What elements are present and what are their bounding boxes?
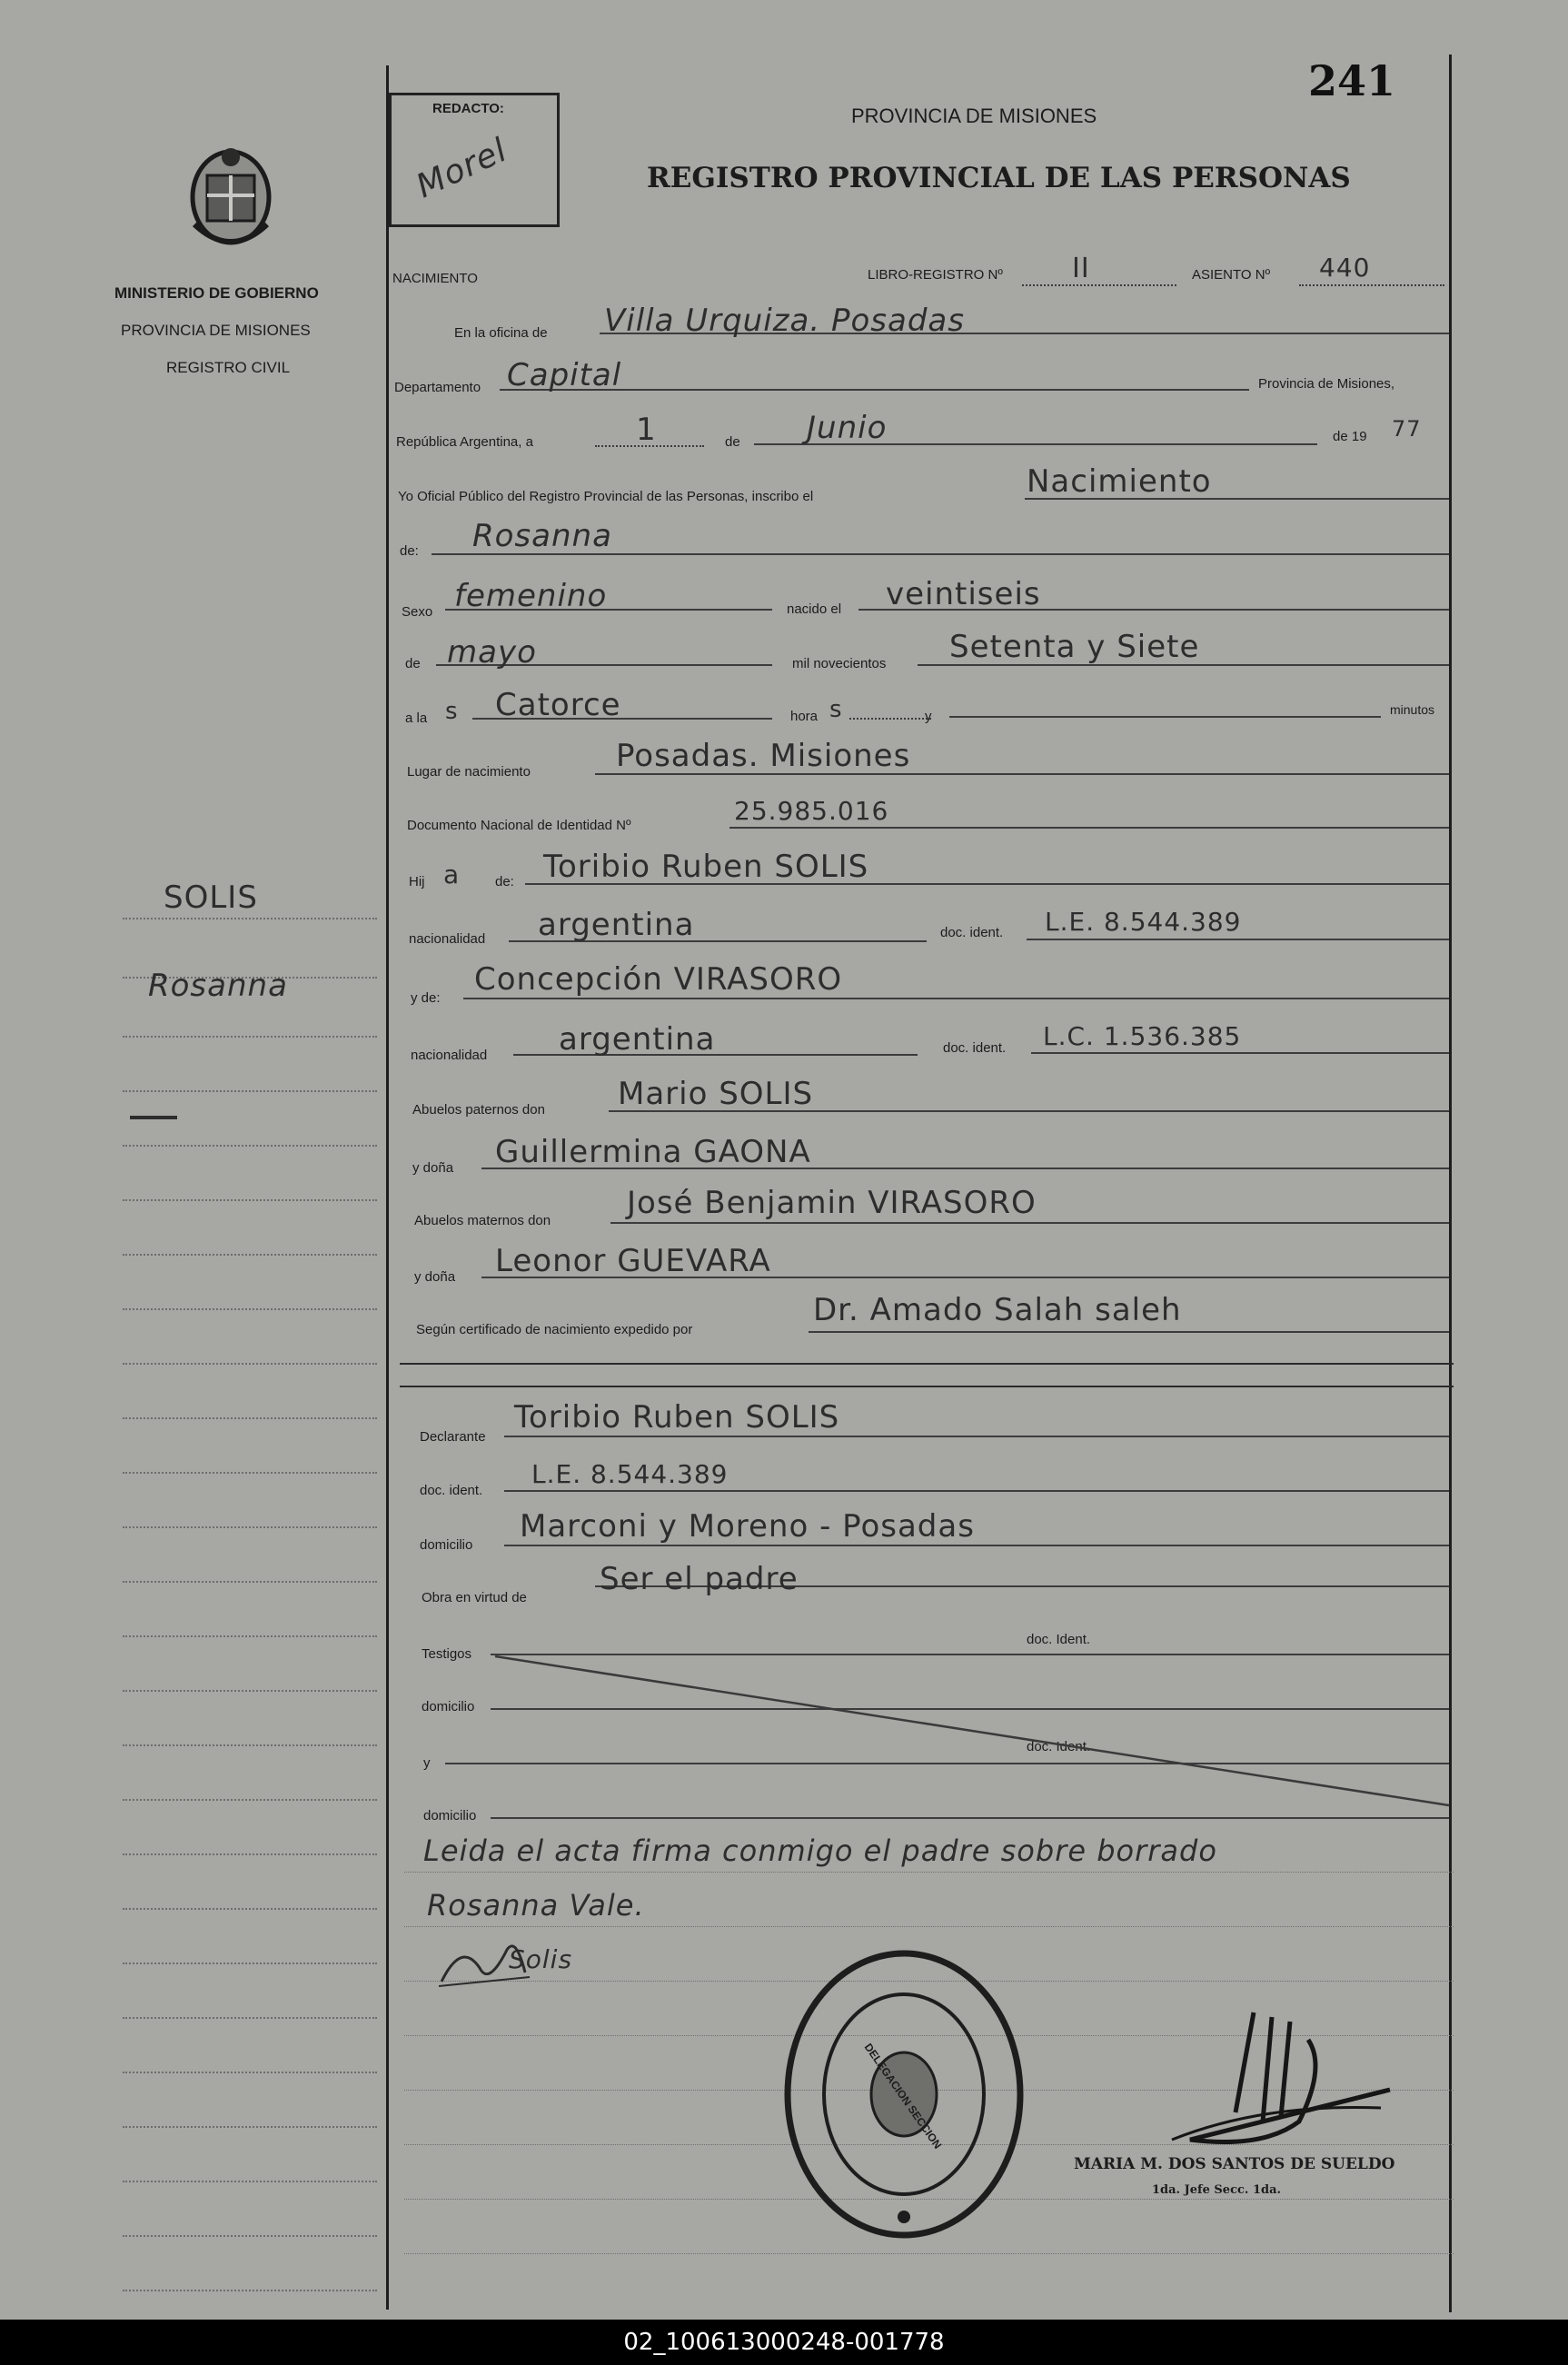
testigos-label: Testigos [422, 1646, 472, 1662]
margin-rule [123, 2126, 377, 2128]
declarant-signature-flourish [434, 1932, 534, 1995]
declarante-value: Toribio Ruben SOLIS [514, 1399, 840, 1436]
margin-rule [123, 1853, 377, 1855]
oficina-value: Villa Urquiza. Posadas [604, 303, 965, 339]
y-label: y [925, 709, 932, 724]
republica-label: República Argentina, a [396, 434, 533, 450]
doc1-line [1027, 939, 1449, 940]
horas-mark: s [829, 696, 843, 723]
official-signature [1136, 2003, 1399, 2158]
sexo-value: femenino [454, 578, 608, 614]
closing-note-line-2: Rosanna Vale. [427, 1888, 645, 1923]
lugar-value: Posadas. Misiones [616, 738, 911, 774]
doc3-label: doc. ident. [420, 1483, 483, 1498]
ydona1-label: y doña [412, 1160, 454, 1176]
departamento-label: Departamento [394, 380, 481, 395]
madre-line [463, 998, 1449, 999]
redacto-label: REDACTO: [432, 101, 504, 116]
margin-rule [123, 2017, 377, 2019]
nac1-label: nacionalidad [409, 931, 486, 947]
domicilio3-label: domicilio [423, 1808, 477, 1823]
footer-document-id: 02_100613000248-001778 [0, 2320, 1568, 2365]
dni-value: 25.985.016 [734, 796, 889, 826]
margin-rule [123, 1963, 377, 1964]
hijo-mark: a [443, 860, 461, 889]
redacto-box [389, 93, 560, 227]
libro-underline [1022, 284, 1176, 286]
madre-value: Concepción VIRASORO [474, 961, 843, 998]
alas-label: a la [405, 710, 428, 726]
libro-label: LIBRO-REGISTRO Nº [868, 267, 1003, 283]
yde-label: y de: [411, 990, 441, 1006]
margin-rule [123, 1799, 377, 1801]
hora-value: Catorce [495, 687, 621, 723]
nacimiento-label: NACIMIENTO [392, 271, 478, 286]
asiento-label: ASIENTO Nº [1192, 267, 1271, 283]
oficina-label: En la oficina de [454, 325, 548, 341]
official-title: 1da. Jefe Secc. 1da. [1152, 2183, 1282, 2197]
ab-pat2-value: Guillermina GAONA [495, 1134, 811, 1170]
margin-rule [123, 918, 377, 919]
departamento-value: Capital [507, 357, 622, 393]
margin-dash-mark [130, 1116, 177, 1119]
margin-rule [123, 1199, 377, 1201]
declarante-line [504, 1436, 1449, 1437]
margin-rule [123, 1690, 377, 1692]
padre-value: Toribio Ruben SOLIS [543, 849, 869, 885]
asiento-underline [1299, 284, 1444, 286]
declarant-signature: Solis [509, 1944, 573, 1974]
doc4-label: doc. Ident. [1027, 1632, 1091, 1647]
section-rule [400, 1386, 1454, 1387]
nombre-value: Rosanna [472, 518, 612, 554]
nac1-value: argentina [538, 907, 695, 943]
ydona2-label: y doña [414, 1269, 456, 1285]
margin-rule [123, 1744, 377, 1746]
margin-rule [123, 1254, 377, 1256]
margin-rule [123, 1635, 377, 1637]
margin-rule [123, 1036, 377, 1038]
margin-rule [123, 1145, 377, 1147]
margin-rule [123, 1417, 377, 1419]
hijo-label: Hij [409, 874, 425, 889]
doc3-value: L.E. 8.544.389 [531, 1459, 729, 1489]
obra-value: Ser el padre [600, 1561, 799, 1597]
closing-note-line-1: Leida el acta firma conmigo el padre sobre borrado [423, 1833, 1217, 1868]
dni-line [729, 827, 1449, 829]
doc2-value: L.C. 1.536.385 [1043, 1021, 1242, 1051]
doc5-label: doc. Ident. [1027, 1739, 1091, 1754]
anio-nac-value: Setenta y Siete [949, 629, 1200, 665]
nac2-value: argentina [559, 1021, 716, 1058]
de-label: de [725, 434, 740, 450]
domicilio-line [504, 1545, 1449, 1546]
doc1-label: doc. ident. [940, 925, 1004, 940]
margin-rule [123, 1090, 377, 1092]
domicilio-label: domicilio [420, 1537, 473, 1553]
nac2-label: nacionalidad [411, 1048, 488, 1063]
provincia-label: Provincia de Misiones, [1258, 376, 1395, 392]
asiento-value: 440 [1319, 253, 1371, 283]
oficial-label: Yo Oficial Público del Registro Provincial de las Personas, inscribo el [398, 489, 814, 504]
section-rule [400, 1363, 1454, 1365]
ministry-line-3: REGISTRO CIVIL [166, 359, 291, 376]
domicilio2-label: domicilio [422, 1699, 475, 1714]
lugar-label: Lugar de nacimiento [407, 764, 531, 780]
horas-dots [849, 718, 931, 720]
ab-pat-value: Mario SOLIS [618, 1076, 814, 1112]
declarante-label: Declarante [420, 1429, 486, 1445]
margin-rule [123, 1526, 377, 1528]
libro-value: II [1072, 253, 1090, 284]
alas-mark: s [445, 698, 459, 725]
margin-surname: SOLIS [164, 879, 258, 916]
body-rule [404, 1926, 1454, 1927]
anio-value: 77 [1392, 416, 1422, 442]
nacido-value: veintiseis [886, 576, 1041, 612]
hijo-de-label: de: [495, 874, 514, 889]
y2-label: y [423, 1755, 431, 1771]
page-number: 241 [1308, 56, 1396, 105]
cert-line [809, 1331, 1449, 1333]
cert-label: Según certificado de nacimiento expedido por [416, 1322, 693, 1337]
left-margin-rule [386, 65, 389, 2310]
stamp-inner-text: DELEGACION SECCION [861, 2041, 945, 2151]
ministry-line-2: PROVINCIA DE MISIONES [121, 322, 311, 339]
domicilio-value: Marconi y Moreno - Posadas [520, 1508, 975, 1545]
registry-title: REGISTRO PROVINCIAL DE LAS PERSONAS [647, 162, 1351, 194]
ministry-line-1: MINISTERIO DE GOBIERNO [114, 284, 319, 302]
margin-rule [123, 1363, 377, 1365]
nacido-label: nacido el [787, 601, 842, 617]
domicilio3-line [491, 1817, 1449, 1819]
horas-label: hora [790, 709, 819, 724]
margin-given-name: Rosanna [148, 968, 288, 1004]
ab-pat-label: Abuelos paternos don [412, 1102, 545, 1118]
ab-mat-line [610, 1222, 1449, 1224]
doc2-label: doc. ident. [943, 1040, 1007, 1056]
margin-rule [123, 2235, 377, 2237]
doc2-line [1031, 1052, 1449, 1054]
doc3-line [504, 1490, 1449, 1492]
margin-rule [123, 2181, 377, 2182]
margin-rule [123, 1908, 377, 1910]
province-heading: PROVINCIA DE MISIONES [851, 104, 1097, 127]
minutos-line [949, 716, 1381, 718]
anio-label: de 19 [1333, 429, 1367, 444]
de2-label: de: [400, 543, 419, 559]
cert-value: Dr. Amado Salah saleh [813, 1292, 1182, 1328]
mes-nac-value: mayo [447, 634, 537, 671]
dni-label: Documento Nacional de Identidad Nº [407, 818, 631, 833]
oficial-value: Nacimiento [1027, 463, 1212, 500]
margin-rule [123, 2290, 377, 2291]
ab-mat-label: Abuelos maternos don [414, 1213, 551, 1228]
ab-mat2-value: Leonor GUEVARA [495, 1243, 771, 1279]
de3-label: de [405, 656, 421, 671]
doc1-value: L.E. 8.544.389 [1045, 907, 1242, 937]
redacto-value: Morel [411, 131, 513, 206]
body-rule [404, 1872, 1454, 1873]
margin-rule [123, 1581, 377, 1583]
margin-rule [123, 2072, 377, 2073]
testigos-cross-out-line [491, 1649, 1454, 1813]
right-margin-rule [1449, 55, 1452, 2312]
coat-of-arms-emblem [180, 141, 282, 261]
minutos-label: minutos [1390, 702, 1435, 717]
mil-label: mil novecientos [792, 656, 887, 671]
mes-value: Junio [807, 410, 888, 446]
obra-label: Obra en virtud de [422, 1590, 527, 1605]
margin-rule [123, 1308, 377, 1310]
margin-rule [123, 1472, 377, 1474]
ab-mat-value: José Benjamin VIRASORO [627, 1185, 1037, 1221]
official-name: MARIA M. DOS SANTOS DE SUELDO [1074, 2155, 1395, 2173]
sexo-label: Sexo [402, 604, 433, 620]
dia-value: 1 [636, 412, 657, 448]
